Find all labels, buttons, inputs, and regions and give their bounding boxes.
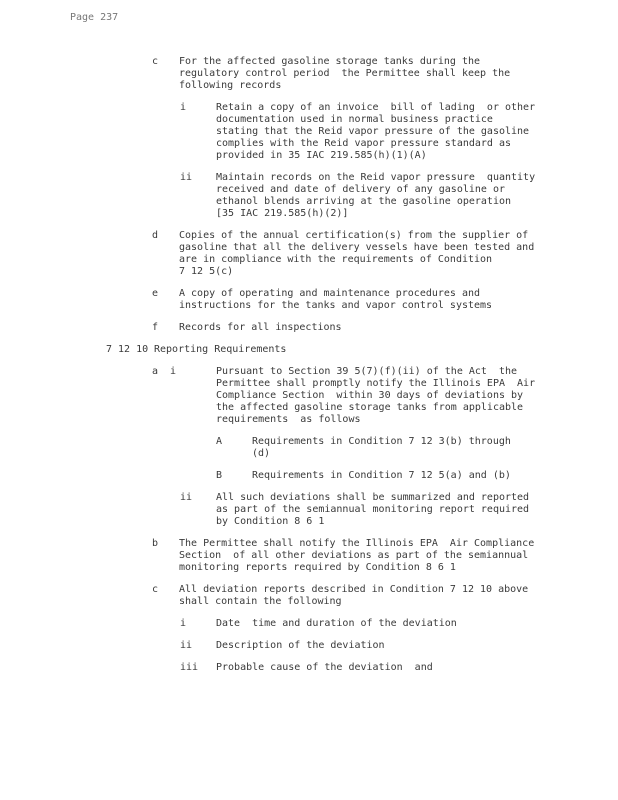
text-line: 7 12 5(c) [179, 266, 234, 277]
item-marker: a i [152, 366, 177, 377]
text-line: Compliance Section within 30 days of deviations by [216, 390, 524, 401]
text-line: [35 IAC 219.585(h)(2)] [216, 208, 349, 219]
text-line: Date time and duration of the deviation [216, 618, 457, 629]
text-line: Probable cause of the deviation and [216, 662, 433, 673]
item-marker: ii [180, 172, 193, 183]
text-line: Retain a copy of an invoice bill of lading or other [216, 102, 536, 113]
text-line: received and date of delivery of any gasoline or [216, 184, 505, 195]
text-line: ethanol blends arriving at the gasoline operation [216, 196, 512, 207]
text-line: The Permittee shall notify the Illinois EPA Air Compliance [179, 538, 535, 549]
text-line: provided in 35 IAC 219.585(h)(1)(A) [216, 150, 427, 161]
item-marker: i [180, 618, 187, 629]
page-number: Page 237 [70, 12, 119, 23]
text-line: Requirements in Condition 7 12 5(a) and (b) [252, 470, 511, 481]
text-line: requirements as follows [216, 414, 361, 425]
text-line: Copies of the annual certification(s) from the supplier of [179, 230, 529, 241]
text-line: Permittee shall promptly notify the Illinois EPA Air [216, 378, 536, 389]
text-line: instructions for the tanks and vapor control systems [179, 300, 493, 311]
text-line: stating that the Reid vapor pressure of the gasoline [216, 126, 530, 137]
text-line: shall contain the following [179, 596, 342, 607]
text-line: following records [179, 80, 282, 91]
text-line: by Condition 8 6 1 [216, 516, 325, 527]
text-line: gasoline that all the delivery vessels have been tested and [179, 242, 535, 253]
item-marker: ii [180, 640, 193, 651]
text-line: Section of all other deviations as part of the semiannual [179, 550, 529, 561]
text-line: documentation used in normal business practice [216, 114, 493, 125]
text-line: are in compliance with the requirements of Condition [179, 254, 493, 265]
section-heading: Reporting Requirements [154, 344, 287, 355]
text-line: All such deviations shall be summarized and reported [216, 492, 530, 503]
item-marker: i [180, 102, 187, 113]
item-marker: B [216, 470, 223, 481]
item-marker: b [152, 538, 159, 549]
text-line: (d) [252, 448, 271, 459]
item-marker: c [152, 56, 159, 67]
text-line: monitoring reports required by Condition 8 6 1 [179, 562, 456, 573]
item-marker: f [152, 322, 159, 333]
text-line: the affected gasoline storage tanks from applicable [216, 402, 524, 413]
item-marker: e [152, 288, 159, 299]
text-line: A copy of operating and maintenance procedures and [179, 288, 481, 299]
text-line: Requirements in Condition 7 12 3(b) through [252, 436, 511, 447]
text-line: Pursuant to Section 39 5(7)(f)(ii) of the Act the [216, 366, 518, 377]
text-line: Description of the deviation [216, 640, 385, 651]
text-line: All deviation reports described in Condition 7 12 10 above [179, 584, 529, 595]
item-marker: ii [180, 492, 193, 503]
item-marker: c [152, 584, 159, 595]
text-line: complies with the Reid vapor pressure standard as [216, 138, 512, 149]
section-number: 7 12 10 [106, 344, 149, 355]
text-line: regulatory control period the Permittee shall keep the [179, 68, 511, 79]
text-line: For the affected gasoline storage tanks during the [179, 56, 481, 67]
text-line: as part of the semiannual monitoring report required [216, 504, 530, 515]
item-marker: iii [180, 662, 199, 673]
item-marker: A [216, 436, 223, 447]
text-line: Records for all inspections [179, 322, 342, 333]
item-marker: d [152, 230, 159, 241]
text-line: Maintain records on the Reid vapor pressure quantity [216, 172, 536, 183]
